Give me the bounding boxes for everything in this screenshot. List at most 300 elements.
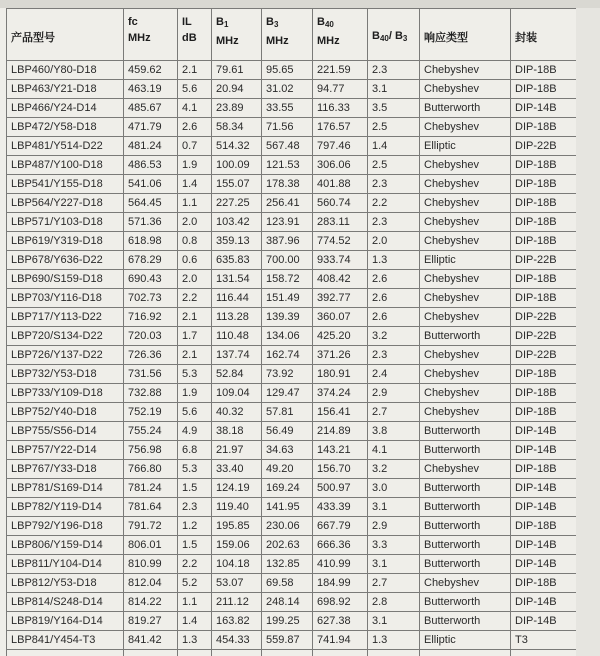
cell-b1: 514.32 bbox=[212, 137, 262, 156]
header-model-label: 产品型号 bbox=[11, 31, 55, 44]
table-row bbox=[7, 346, 577, 365]
header-b40-sub: 40 bbox=[324, 20, 334, 29]
cell-model: LBP781/S169-D14 bbox=[7, 479, 124, 498]
cell-fc: 720.03 bbox=[124, 327, 178, 346]
cell-b1: 110.48 bbox=[212, 327, 262, 346]
cell-il: 6.8 bbox=[178, 441, 212, 460]
cell-il: 5.3 bbox=[178, 460, 212, 479]
cell-b1: 454.33 bbox=[212, 631, 262, 650]
cell-model: LBP690/S159-D18 bbox=[7, 270, 124, 289]
filter-spec-table bbox=[6, 8, 577, 656]
table-row bbox=[7, 118, 577, 137]
table-row bbox=[7, 460, 577, 479]
cell-ratio: 2.3 bbox=[368, 213, 420, 232]
cell-empty bbox=[262, 650, 313, 656]
cell-fc: 810.99 bbox=[124, 555, 178, 574]
table-body bbox=[7, 61, 577, 656]
cell-package: DIP-22B bbox=[511, 327, 577, 346]
cell-response: Chebyshev bbox=[420, 80, 511, 99]
table-row bbox=[7, 555, 577, 574]
cell-fc: 618.98 bbox=[124, 232, 178, 251]
cell-fc: 732.88 bbox=[124, 384, 178, 403]
cell-b40: 425.20 bbox=[313, 327, 368, 346]
cell-package: DIP-18B bbox=[511, 403, 577, 422]
header-b3-sub: 3 bbox=[273, 20, 279, 29]
cell-il: 5.3 bbox=[178, 365, 212, 384]
cell-ratio: 1.3 bbox=[368, 251, 420, 270]
header-b1-sub: 1 bbox=[223, 20, 229, 29]
cell-b3: 387.96 bbox=[262, 232, 313, 251]
header-ratio-sub1: 40 bbox=[379, 34, 389, 43]
cell-ratio: 2.7 bbox=[368, 574, 420, 593]
header-ratio-sep: / B bbox=[388, 30, 403, 42]
cell-model: LBP460/Y80-D18 bbox=[7, 61, 124, 80]
cell-model: LBP733/Y109-D18 bbox=[7, 384, 124, 403]
header-il-label: IL bbox=[182, 16, 192, 28]
cell-fc: 716.92 bbox=[124, 308, 178, 327]
cell-b1: 155.07 bbox=[212, 175, 262, 194]
header-il bbox=[178, 9, 212, 61]
cell-b1: 116.44 bbox=[212, 289, 262, 308]
cell-ratio: 2.5 bbox=[368, 118, 420, 137]
header-b40-label: B bbox=[317, 16, 325, 28]
table-row bbox=[7, 80, 577, 99]
cell-il: 2.2 bbox=[178, 289, 212, 308]
cell-model: LBP814/S248-D14 bbox=[7, 593, 124, 612]
cell-il: 1.7 bbox=[178, 327, 212, 346]
cell-ratio: 2.3 bbox=[368, 346, 420, 365]
cell-b40: 221.59 bbox=[313, 61, 368, 80]
cell-model: LBP819/Y164-D14 bbox=[7, 612, 124, 631]
cell-b1: 109.04 bbox=[212, 384, 262, 403]
cell-il: 1.1 bbox=[178, 194, 212, 213]
cell-b3: 169.24 bbox=[262, 479, 313, 498]
cell-empty bbox=[124, 650, 178, 656]
table-row bbox=[7, 194, 577, 213]
cell-b40: 116.33 bbox=[313, 99, 368, 118]
header-ratio-label: B bbox=[372, 30, 380, 42]
cell-package: DIP-14B bbox=[511, 422, 577, 441]
cell-b1: 163.82 bbox=[212, 612, 262, 631]
cell-b40: 627.38 bbox=[313, 612, 368, 631]
cell-b1: 38.18 bbox=[212, 422, 262, 441]
header-b3-label: B bbox=[266, 16, 274, 28]
header-fc bbox=[124, 9, 178, 61]
cell-empty bbox=[511, 650, 577, 656]
cell-b1: 119.40 bbox=[212, 498, 262, 517]
cell-ratio: 2.7 bbox=[368, 403, 420, 422]
cell-ratio: 3.1 bbox=[368, 612, 420, 631]
cell-il: 1.9 bbox=[178, 384, 212, 403]
header-ratio-sub2: 3 bbox=[402, 34, 408, 43]
cell-model: LBP703/Y116-D18 bbox=[7, 289, 124, 308]
cell-ratio: 1.4 bbox=[368, 137, 420, 156]
cell-b40: 176.57 bbox=[313, 118, 368, 137]
right-margin-strip bbox=[576, 8, 600, 656]
cell-b40: 408.42 bbox=[313, 270, 368, 289]
cell-b3: 31.02 bbox=[262, 80, 313, 99]
cell-package: DIP-18B bbox=[511, 213, 577, 232]
cell-fc: 791.72 bbox=[124, 517, 178, 536]
cell-model: LBP812/Y53-D18 bbox=[7, 574, 124, 593]
header-il-unit: dB bbox=[182, 32, 197, 44]
cell-b40: 392.77 bbox=[313, 289, 368, 308]
table-row bbox=[7, 232, 577, 251]
cell-package: DIP-14B bbox=[511, 99, 577, 118]
table-header bbox=[7, 9, 577, 61]
cell-ratio: 2.9 bbox=[368, 517, 420, 536]
cell-ratio: 3.0 bbox=[368, 479, 420, 498]
cell-response: Chebyshev bbox=[420, 61, 511, 80]
cell-fc: 812.04 bbox=[124, 574, 178, 593]
header-fc-unit: MHz bbox=[128, 32, 151, 44]
cell-b1: 40.32 bbox=[212, 403, 262, 422]
cell-response: Butterworth bbox=[420, 536, 511, 555]
header-ratio bbox=[368, 9, 420, 61]
cell-response: Chebyshev bbox=[420, 118, 511, 137]
cell-response: Elliptic bbox=[420, 137, 511, 156]
cell-b3: 132.85 bbox=[262, 555, 313, 574]
cell-response: Butterworth bbox=[420, 99, 511, 118]
cell-b3: 71.56 bbox=[262, 118, 313, 137]
table-row bbox=[7, 384, 577, 403]
cell-b3: 141.95 bbox=[262, 498, 313, 517]
table-row bbox=[7, 61, 577, 80]
cell-fc: 690.43 bbox=[124, 270, 178, 289]
cell-b3: 162.74 bbox=[262, 346, 313, 365]
cell-response: Chebyshev bbox=[420, 175, 511, 194]
table-row bbox=[7, 441, 577, 460]
cell-il: 1.3 bbox=[178, 631, 212, 650]
cell-empty bbox=[212, 650, 262, 656]
cell-b3: 33.55 bbox=[262, 99, 313, 118]
cell-b40: 156.41 bbox=[313, 403, 368, 422]
table-row bbox=[7, 175, 577, 194]
cell-fc: 481.24 bbox=[124, 137, 178, 156]
cell-b1: 58.34 bbox=[212, 118, 262, 137]
cell-model: LBP463/Y21-D18 bbox=[7, 80, 124, 99]
cell-il: 0.7 bbox=[178, 137, 212, 156]
cell-b40: 371.26 bbox=[313, 346, 368, 365]
cell-b1: 159.06 bbox=[212, 536, 262, 555]
cell-il: 2.0 bbox=[178, 213, 212, 232]
cell-fc: 726.36 bbox=[124, 346, 178, 365]
cell-fc: 541.06 bbox=[124, 175, 178, 194]
cell-fc: 841.42 bbox=[124, 631, 178, 650]
top-margin-strip bbox=[0, 0, 600, 8]
cell-response: Chebyshev bbox=[420, 308, 511, 327]
header-model bbox=[7, 9, 124, 61]
cell-model: LBP792/Y196-D18 bbox=[7, 517, 124, 536]
cell-b40: 774.52 bbox=[313, 232, 368, 251]
cell-ratio: 3.1 bbox=[368, 80, 420, 99]
cell-il: 2.3 bbox=[178, 498, 212, 517]
cell-model: LBP466/Y24-D14 bbox=[7, 99, 124, 118]
cell-fc: 702.73 bbox=[124, 289, 178, 308]
cell-ratio: 2.6 bbox=[368, 308, 420, 327]
cell-model: LBP755/S56-D14 bbox=[7, 422, 124, 441]
cell-response: Butterworth bbox=[420, 441, 511, 460]
header-b40-unit: MHz bbox=[317, 35, 340, 47]
cell-empty bbox=[7, 650, 124, 656]
table-row bbox=[7, 498, 577, 517]
cell-fc: 678.29 bbox=[124, 251, 178, 270]
cell-b1: 113.28 bbox=[212, 308, 262, 327]
cell-response: Butterworth bbox=[420, 327, 511, 346]
cell-package: DIP-18B bbox=[511, 118, 577, 137]
cell-package: DIP-14B bbox=[511, 612, 577, 631]
table-row bbox=[7, 270, 577, 289]
cell-ratio: 3.8 bbox=[368, 422, 420, 441]
cell-b3: 559.87 bbox=[262, 631, 313, 650]
cell-response: Butterworth bbox=[420, 422, 511, 441]
cell-ratio: 2.6 bbox=[368, 270, 420, 289]
cell-ratio: 3.2 bbox=[368, 327, 420, 346]
table-row bbox=[7, 213, 577, 232]
cell-package: DIP-18B bbox=[511, 175, 577, 194]
cell-il: 2.0 bbox=[178, 270, 212, 289]
cell-b40: 698.92 bbox=[313, 593, 368, 612]
cell-package: DIP-14B bbox=[511, 536, 577, 555]
cell-empty bbox=[313, 650, 368, 656]
cell-fc: 486.53 bbox=[124, 156, 178, 175]
cell-b1: 52.84 bbox=[212, 365, 262, 384]
cell-il: 5.6 bbox=[178, 80, 212, 99]
cell-response: Chebyshev bbox=[420, 156, 511, 175]
cell-b3: 178.38 bbox=[262, 175, 313, 194]
cell-b3: 230.06 bbox=[262, 517, 313, 536]
cell-b3: 73.92 bbox=[262, 365, 313, 384]
cell-b3: 567.48 bbox=[262, 137, 313, 156]
table-row bbox=[7, 365, 577, 384]
cell-model: LBP757/Y22-D14 bbox=[7, 441, 124, 460]
cell-il: 1.2 bbox=[178, 517, 212, 536]
cell-ratio: 3.1 bbox=[368, 555, 420, 574]
cell-il: 5.2 bbox=[178, 574, 212, 593]
cell-response: Butterworth bbox=[420, 479, 511, 498]
table-row-cutoff bbox=[7, 650, 577, 656]
cell-b1: 227.25 bbox=[212, 194, 262, 213]
cell-model: LBP619/Y319-D18 bbox=[7, 232, 124, 251]
cell-b1: 79.61 bbox=[212, 61, 262, 80]
cell-b1: 635.83 bbox=[212, 251, 262, 270]
header-b3 bbox=[262, 9, 313, 61]
header-b1 bbox=[212, 9, 262, 61]
cell-package: DIP-14B bbox=[511, 479, 577, 498]
cell-model: LBP678/Y636-D22 bbox=[7, 251, 124, 270]
cell-b1: 20.94 bbox=[212, 80, 262, 99]
cell-response: Chebyshev bbox=[420, 460, 511, 479]
cell-ratio: 2.9 bbox=[368, 384, 420, 403]
table-row bbox=[7, 289, 577, 308]
cell-model: LBP841/Y454-T3 bbox=[7, 631, 124, 650]
cell-b40: 933.74 bbox=[313, 251, 368, 270]
cell-b1: 21.97 bbox=[212, 441, 262, 460]
cell-il: 2.6 bbox=[178, 118, 212, 137]
cell-package: DIP-18B bbox=[511, 460, 577, 479]
cell-ratio: 2.3 bbox=[368, 61, 420, 80]
cell-b3: 158.72 bbox=[262, 270, 313, 289]
cell-package: DIP-18B bbox=[511, 232, 577, 251]
cell-model: LBP717/Y113-D22 bbox=[7, 308, 124, 327]
cell-fc: 485.67 bbox=[124, 99, 178, 118]
header-package bbox=[511, 9, 577, 61]
cell-empty bbox=[368, 650, 420, 656]
cell-b40: 666.36 bbox=[313, 536, 368, 555]
cell-b40: 360.07 bbox=[313, 308, 368, 327]
cell-fc: 755.24 bbox=[124, 422, 178, 441]
cell-b40: 797.46 bbox=[313, 137, 368, 156]
header-b3-unit: MHz bbox=[266, 35, 289, 47]
cell-model: LBP720/S134-D22 bbox=[7, 327, 124, 346]
cell-il: 2.1 bbox=[178, 61, 212, 80]
cell-il: 0.8 bbox=[178, 232, 212, 251]
cell-il: 4.9 bbox=[178, 422, 212, 441]
cell-b1: 23.89 bbox=[212, 99, 262, 118]
cell-b1: 124.19 bbox=[212, 479, 262, 498]
cell-package: DIP-22B bbox=[511, 137, 577, 156]
cell-ratio: 2.3 bbox=[368, 175, 420, 194]
cell-model: LBP752/Y40-D18 bbox=[7, 403, 124, 422]
cell-b40: 560.74 bbox=[313, 194, 368, 213]
cell-b3: 199.25 bbox=[262, 612, 313, 631]
cell-b40: 401.88 bbox=[313, 175, 368, 194]
cell-b40: 156.70 bbox=[313, 460, 368, 479]
cell-response: Chebyshev bbox=[420, 365, 511, 384]
cell-response: Chebyshev bbox=[420, 384, 511, 403]
cell-package: DIP-14B bbox=[511, 593, 577, 612]
table-row bbox=[7, 403, 577, 422]
header-b40 bbox=[313, 9, 368, 61]
table-row bbox=[7, 99, 577, 118]
cell-ratio: 2.2 bbox=[368, 194, 420, 213]
header-b1-label: B bbox=[216, 16, 224, 28]
cell-package: DIP-18B bbox=[511, 289, 577, 308]
cell-model: LBP541/Y155-D18 bbox=[7, 175, 124, 194]
cell-b40: 433.39 bbox=[313, 498, 368, 517]
cell-ratio: 2.5 bbox=[368, 156, 420, 175]
cell-package: DIP-18B bbox=[511, 517, 577, 536]
cell-b3: 34.63 bbox=[262, 441, 313, 460]
table-row bbox=[7, 156, 577, 175]
cell-b40: 667.79 bbox=[313, 517, 368, 536]
cell-model: LBP481/Y514-D22 bbox=[7, 137, 124, 156]
cell-model: LBP767/Y33-D18 bbox=[7, 460, 124, 479]
cell-response: Butterworth bbox=[420, 612, 511, 631]
cell-b3: 49.20 bbox=[262, 460, 313, 479]
cell-il: 1.4 bbox=[178, 175, 212, 194]
cell-b3: 134.06 bbox=[262, 327, 313, 346]
cell-b40: 214.89 bbox=[313, 422, 368, 441]
cell-response: Chebyshev bbox=[420, 574, 511, 593]
table-row bbox=[7, 612, 577, 631]
cell-response: Chebyshev bbox=[420, 346, 511, 365]
cell-b1: 33.40 bbox=[212, 460, 262, 479]
cell-b1: 137.74 bbox=[212, 346, 262, 365]
table-row bbox=[7, 422, 577, 441]
cell-response: Chebyshev bbox=[420, 289, 511, 308]
cell-b3: 129.47 bbox=[262, 384, 313, 403]
cell-ratio: 2.6 bbox=[368, 289, 420, 308]
table-row bbox=[7, 517, 577, 536]
cell-ratio: 3.2 bbox=[368, 460, 420, 479]
cell-fc: 459.62 bbox=[124, 61, 178, 80]
table-row bbox=[7, 631, 577, 650]
cell-b1: 104.18 bbox=[212, 555, 262, 574]
cell-il: 1.1 bbox=[178, 593, 212, 612]
header-response bbox=[420, 9, 511, 61]
cell-b40: 283.11 bbox=[313, 213, 368, 232]
cell-il: 1.5 bbox=[178, 479, 212, 498]
cell-b1: 359.13 bbox=[212, 232, 262, 251]
cell-package: T3 bbox=[511, 631, 577, 650]
cell-b40: 184.99 bbox=[313, 574, 368, 593]
cell-b40: 94.77 bbox=[313, 80, 368, 99]
cell-model: LBP472/Y58-D18 bbox=[7, 118, 124, 137]
cell-b40: 374.24 bbox=[313, 384, 368, 403]
cell-package: DIP-18B bbox=[511, 80, 577, 99]
cell-b3: 123.91 bbox=[262, 213, 313, 232]
cell-il: 1.9 bbox=[178, 156, 212, 175]
cell-model: LBP806/Y159-D14 bbox=[7, 536, 124, 555]
cell-response: Butterworth bbox=[420, 593, 511, 612]
cell-b40: 306.06 bbox=[313, 156, 368, 175]
cell-b1: 195.85 bbox=[212, 517, 262, 536]
cell-response: Chebyshev bbox=[420, 270, 511, 289]
cell-il: 5.6 bbox=[178, 403, 212, 422]
cell-fc: 463.19 bbox=[124, 80, 178, 99]
cell-fc: 819.27 bbox=[124, 612, 178, 631]
cell-il: 2.2 bbox=[178, 555, 212, 574]
cell-ratio: 2.0 bbox=[368, 232, 420, 251]
cell-response: Elliptic bbox=[420, 251, 511, 270]
cell-package: DIP-22B bbox=[511, 308, 577, 327]
cell-package: DIP-18B bbox=[511, 61, 577, 80]
cell-il: 2.1 bbox=[178, 308, 212, 327]
cell-fc: 752.19 bbox=[124, 403, 178, 422]
cell-package: DIP-18B bbox=[511, 156, 577, 175]
header-fc-label: fc bbox=[128, 16, 138, 28]
cell-ratio: 2.4 bbox=[368, 365, 420, 384]
table-row bbox=[7, 574, 577, 593]
table-row bbox=[7, 308, 577, 327]
cell-empty bbox=[178, 650, 212, 656]
cell-response: Butterworth bbox=[420, 517, 511, 536]
cell-b1: 103.42 bbox=[212, 213, 262, 232]
cell-b3: 202.63 bbox=[262, 536, 313, 555]
cell-package: DIP-14B bbox=[511, 498, 577, 517]
cell-model: LBP564/Y227-D18 bbox=[7, 194, 124, 213]
cell-package: DIP-22B bbox=[511, 251, 577, 270]
cell-fc: 766.80 bbox=[124, 460, 178, 479]
cell-b3: 700.00 bbox=[262, 251, 313, 270]
header-response-label: 响应类型 bbox=[424, 31, 468, 44]
cell-fc: 781.64 bbox=[124, 498, 178, 517]
cell-b40: 741.94 bbox=[313, 631, 368, 650]
cell-response: Chebyshev bbox=[420, 232, 511, 251]
cell-b3: 56.49 bbox=[262, 422, 313, 441]
cell-response: Chebyshev bbox=[420, 194, 511, 213]
cell-response: Butterworth bbox=[420, 555, 511, 574]
header-row bbox=[7, 9, 577, 61]
header-package-label: 封装 bbox=[515, 31, 537, 44]
cell-b3: 248.14 bbox=[262, 593, 313, 612]
cell-package: DIP-18B bbox=[511, 384, 577, 403]
cell-b1: 53.07 bbox=[212, 574, 262, 593]
cell-b3: 139.39 bbox=[262, 308, 313, 327]
cell-b1: 131.54 bbox=[212, 270, 262, 289]
cell-ratio: 3.5 bbox=[368, 99, 420, 118]
